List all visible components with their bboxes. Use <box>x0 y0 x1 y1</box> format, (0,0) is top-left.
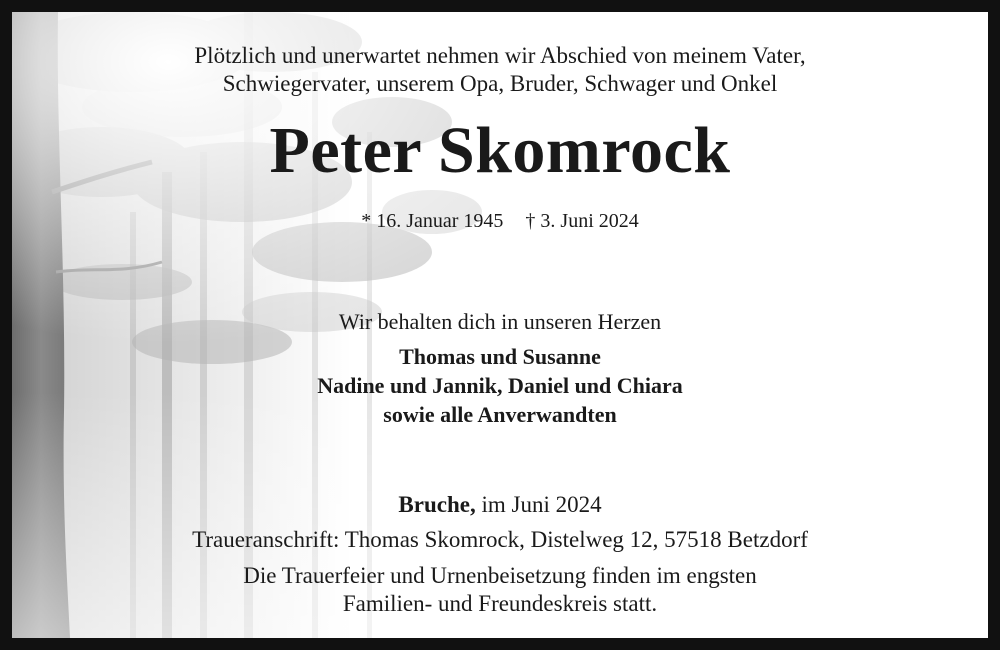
ceremony-info-line-2: Familien- und Freundeskreis statt. <box>342 591 658 616</box>
intro-line-1: Plötzlich und unerwartet nehmen wir Abschied von meinem Vater, <box>194 43 806 68</box>
life-dates <box>12 208 988 234</box>
place-and-date <box>12 491 988 519</box>
mourning-address: Traueranschrift: Thomas Skomrock, Distelweg 12, 57518 Betzdorf <box>192 527 808 552</box>
place: Bruche, <box>398 492 476 517</box>
ceremony-info-line-1: Die Trauerfeier und Urnenbeisetzung finden im engsten <box>243 563 757 588</box>
family-line-2: Nadine und Jannik, Daniel und Chiara <box>317 373 683 398</box>
family-line-3: sowie alle Anverwandten <box>383 402 617 427</box>
intro-line-2: Schwiegervater, unserem Opa, Bruder, Schwager und Onkel <box>222 71 778 96</box>
family-line-1: Thomas und Susanne <box>399 344 601 369</box>
birth-date: * 16. Januar 1945 <box>361 210 504 232</box>
date: im Juni 2024 <box>475 492 602 517</box>
motto: Wir behalten dich in unseren Herzen <box>338 309 662 334</box>
death-date: † 3. Juni 2024 <box>525 210 639 232</box>
notice-text <box>12 12 988 638</box>
deceased-name: Peter Skomrock <box>269 114 731 187</box>
